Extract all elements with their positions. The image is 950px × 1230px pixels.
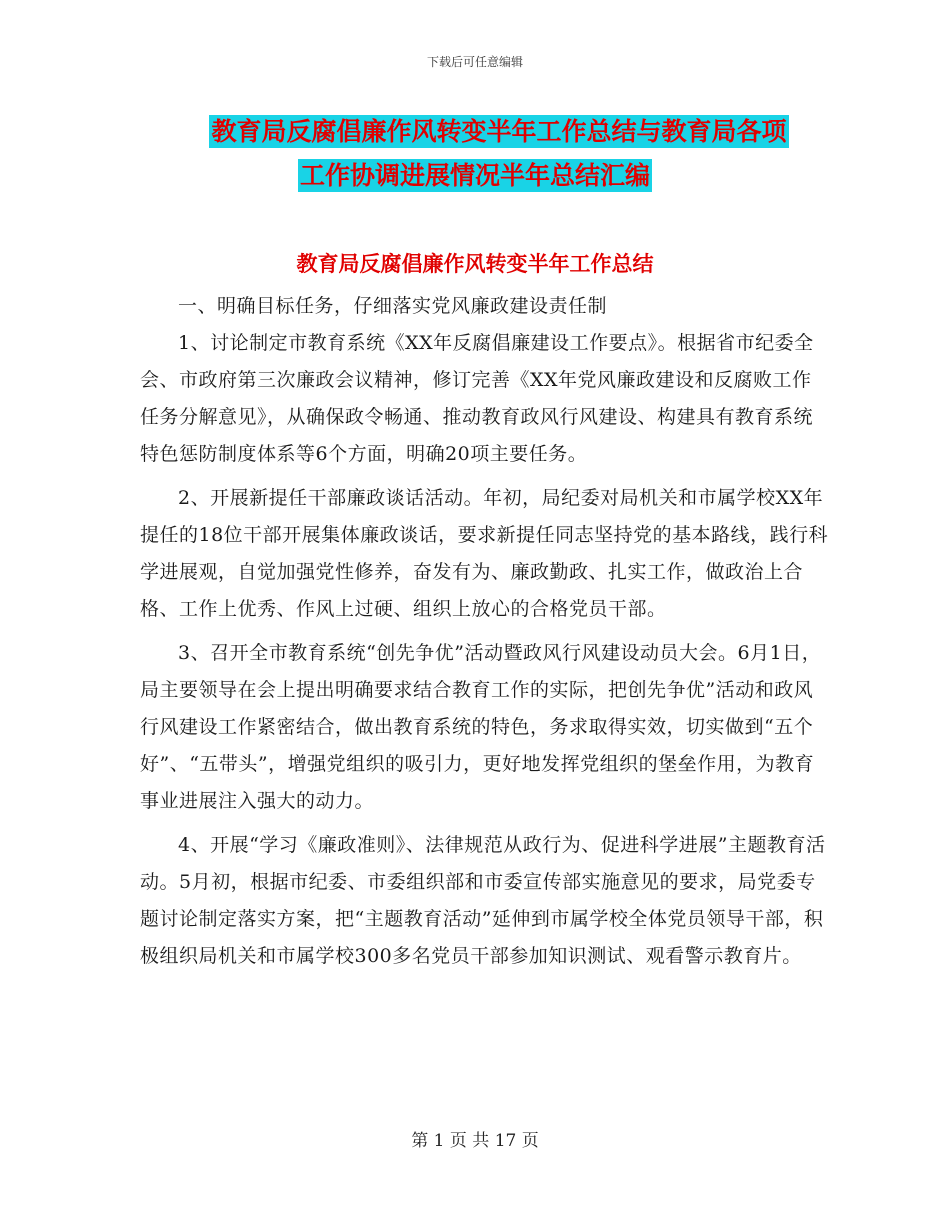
paragraph-1: 1、讨论制定市教育系统《XX年反腐倡廉建设工作要点》。根据省市纪委全会、市政府第三次廉政会议精神，修订完善《XX年党风廉政建设和反腐败工作任务分解意见》，从确保政令畅通、推动教育政风行风建设、构建具有教育系统特色惩防制度体系等6个方面，明确20项主要任务。 (140, 332, 814, 465)
header-note: 下载后可任意编辑 (426, 55, 523, 69)
section-heading: 一、明确目标任务，仔细落实党风廉政建设责任制 (178, 295, 608, 317)
paragraph-3: 3、召开全市教育系统“创先争优”活动暨政风行风建设动员大会。6月1日，局主要领导在会上提出明确要求结合教育工作的实际，把创先争优”活动和政风行风建设工作紧密结合，做出教育系统的特色，务求取得实效，切实做到“五个好”、“五带头”，增强党组织的吸引力，更好地发挥党组织的堡垒作用，为教育事业进展注入强大的动力。 (140, 642, 822, 812)
document-body (140, 288, 830, 982)
section-title: 教育局反腐倡廉作风转变半年工作总结 (296, 252, 654, 276)
title-line-2: 工作协调进展情况半年总结汇编 (299, 161, 650, 190)
title-line-1: 教育局反腐倡廉作风转变半年工作总结与教育局各项 (211, 117, 787, 146)
paragraph-2: 2、开展新提任干部廉政谈话活动。年初，局纪委对局机关和市属学校XX年提任的18位干部开展集体廉政谈话，要求新提任同志坚持党的基本路线，践行科学进展观，自觉加强党性修养，奋发有为、廉政勤政、扎实工作，做政治上合格、工作上优秀、作风上过硬、组织上放心的合格党员干部。 (140, 487, 829, 620)
paragraph-4: 4、开展“学习《廉政准则》、法律规范从政行为、促进科学进展”主题教育活动。5月初，根据市纪委、市委组织部和市委宣传部实施意见的要求，局党委专题讨论制定落实方案，把“主题教育活动”延伸到市属学校全体党员领导干部，积极组织局机关和市属学校300多名党员干部参加知识测试、观看警示教育片。 (140, 834, 826, 967)
document-title (0, 110, 950, 198)
page-footer: 第 1 页 共 17 页 (411, 1131, 539, 1151)
